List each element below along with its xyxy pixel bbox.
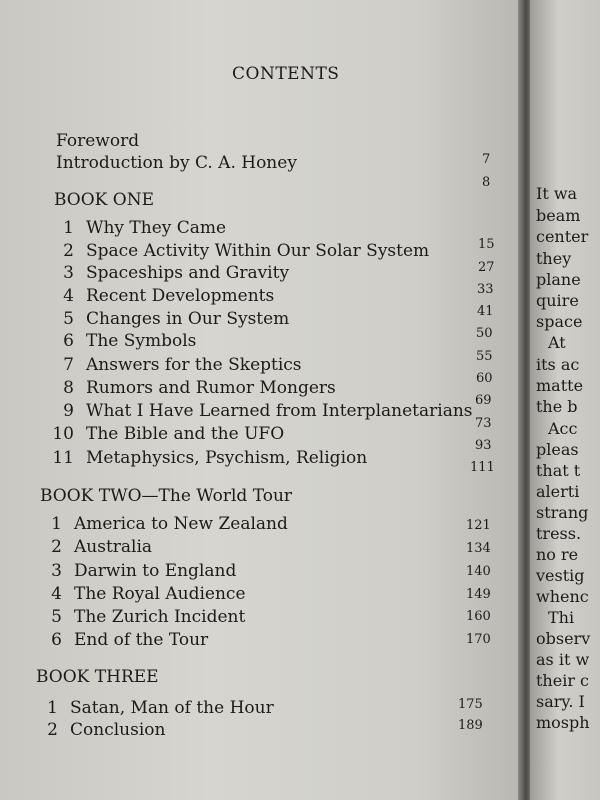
chapter-title: Why They Came — [86, 218, 227, 238]
chapter-number: 7 — [63, 355, 74, 375]
page-number: 8 — [482, 175, 491, 190]
facing-text-line: no re — [536, 545, 579, 564]
chapter-number: 2 — [47, 720, 58, 740]
facing-text-line: Thi — [548, 608, 575, 627]
chapter-entry — [52, 286, 274, 306]
facing-text-line: vestig — [536, 566, 585, 585]
chapter-title: Metaphysics, Psychism, Religion — [86, 448, 368, 468]
facing-text-line: strang — [536, 503, 589, 522]
page-number: 73 — [475, 416, 492, 431]
facing-text-line: quire — [536, 291, 579, 310]
chapter-entry — [52, 263, 289, 283]
page-number: 41 — [477, 304, 494, 319]
page-number: 55 — [476, 349, 493, 364]
chapter-number: 4 — [51, 584, 62, 604]
chapter-number: 1 — [47, 698, 58, 718]
chapter-title: Answers for the Skeptics — [86, 355, 302, 375]
facing-text-line: center — [536, 227, 589, 246]
chapter-entry — [52, 218, 226, 238]
facing-text-line: It wa — [536, 184, 578, 203]
facing-page — [530, 0, 600, 800]
chapter-title: The Royal Audience — [74, 584, 246, 604]
chapter-entry — [52, 401, 473, 421]
chapter-number: 11 — [52, 448, 74, 468]
facing-text-line: mosph — [536, 713, 590, 732]
chapter-title: Changes in Our System — [86, 309, 290, 329]
chapter-entry — [40, 537, 152, 557]
facing-text-line: sary. I — [536, 692, 585, 711]
page-number: 50 — [476, 326, 493, 341]
page-number: 149 — [466, 587, 491, 602]
page-number: 27 — [478, 260, 495, 275]
chapter-number: 3 — [63, 263, 74, 283]
facing-text-line: that t — [536, 461, 581, 480]
chapter-entry — [52, 331, 196, 351]
chapter-entry — [40, 514, 288, 534]
page-title: CONTENTS — [232, 64, 340, 84]
chapter-number: 2 — [63, 241, 74, 261]
facing-text-line: Acc — [548, 419, 578, 438]
chapter-title: America to New Zealand — [74, 514, 288, 534]
page-number: 15 — [478, 237, 495, 252]
chapter-title: Rumors and Rumor Mongers — [86, 378, 336, 398]
chapter-number: 1 — [51, 514, 62, 534]
chapter-title: The Symbols — [86, 331, 197, 351]
chapter-number: 1 — [63, 218, 74, 238]
chapter-number: 6 — [63, 331, 74, 351]
page-number: 189 — [458, 718, 483, 733]
facing-text-line: alerti — [536, 482, 580, 501]
chapter-number: 9 — [63, 401, 74, 421]
chapter-title: End of the Tour — [74, 630, 209, 650]
chapter-entry — [52, 355, 302, 375]
page-number: 111 — [470, 460, 495, 475]
toc-entry-foreword: Foreword — [56, 131, 140, 151]
chapter-number: 2 — [51, 537, 62, 557]
facing-text-line: pleas — [536, 440, 579, 459]
chapter-title: Recent Developments — [86, 286, 275, 306]
chapter-title: Satan, Man of the Hour — [70, 698, 274, 718]
page-number: 170 — [466, 632, 491, 647]
chapter-number: 10 — [52, 424, 74, 444]
chapter-entry — [40, 607, 245, 627]
chapter-title: Australia — [74, 537, 153, 557]
chapter-title: The Zurich Incident — [74, 607, 246, 627]
page-number: 140 — [466, 564, 491, 579]
chapter-entry — [40, 561, 236, 581]
chapter-title: Spaceships and Gravity — [86, 263, 290, 283]
page-number: 160 — [466, 609, 491, 624]
chapter-title: Space Activity Within Our Solar System — [86, 241, 430, 261]
chapter-entry — [36, 698, 274, 718]
book-heading: BOOK THREE — [36, 667, 159, 687]
chapter-number: 4 — [63, 286, 74, 306]
chapter-number: 6 — [51, 630, 62, 650]
chapter-title: Darwin to England — [74, 561, 237, 581]
facing-text-line: their c — [536, 671, 590, 690]
facing-text-line: plane — [536, 270, 581, 289]
facing-text-line: At — [548, 333, 566, 352]
chapter-title: What I Have Learned from Interplanetarians — [86, 401, 473, 421]
chapter-number: 3 — [51, 561, 62, 581]
page-number: 93 — [475, 438, 492, 453]
page-number: 69 — [475, 393, 492, 408]
book-heading: BOOK ONE — [54, 190, 155, 210]
facing-text-line: as it w — [536, 650, 590, 669]
chapter-number: 8 — [63, 378, 74, 398]
chapter-number: 5 — [63, 309, 74, 329]
facing-text-line: matte — [536, 376, 584, 395]
facing-text-line: space — [536, 312, 583, 331]
page-number: 60 — [476, 371, 493, 386]
page-number: 7 — [482, 152, 491, 167]
chapter-entry — [40, 584, 246, 604]
facing-text-line: the b — [536, 397, 578, 416]
facing-text-line: observ — [536, 629, 591, 648]
book-heading: BOOK TWO—The World Tour — [40, 486, 293, 506]
page-number: 175 — [458, 697, 483, 712]
toc-entry-introduction: Introduction by C. A. Honey — [56, 153, 297, 173]
chapter-title: The Bible and the UFO — [86, 424, 285, 444]
facing-text-line: tress. — [536, 524, 582, 543]
chapter-entry — [52, 424, 284, 444]
page-number: 33 — [477, 282, 494, 297]
facing-text-line: whenc — [536, 587, 589, 606]
facing-text-line: they — [536, 249, 572, 268]
page-number: 134 — [466, 541, 491, 556]
chapter-entry — [36, 720, 165, 740]
chapter-title: Conclusion — [70, 720, 166, 740]
facing-text-line: its ac — [536, 355, 580, 374]
facing-text-line: beam — [536, 206, 581, 225]
chapter-entry — [40, 630, 208, 650]
chapter-number: 5 — [51, 607, 62, 627]
chapter-entry — [52, 378, 336, 398]
chapter-entry — [52, 448, 367, 468]
chapter-entry — [52, 241, 429, 261]
page-number: 121 — [466, 518, 491, 533]
chapter-entry — [52, 309, 289, 329]
